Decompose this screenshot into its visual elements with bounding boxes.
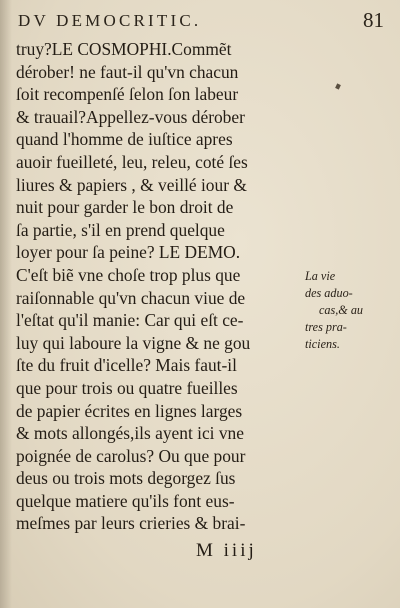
text-line: de papier écrites en lignes larges (16, 400, 243, 421)
text-line: dérober! ne faut-il qu'vn chacun (16, 61, 239, 82)
text-line: meſmes par leurs crieries & brai- (16, 513, 246, 534)
marginal-note-line: des aduo- (305, 286, 353, 300)
marginal-note-line: ticiens. (305, 337, 340, 351)
running-head (18, 8, 388, 34)
body-text (16, 38, 306, 535)
text-line: nuit pour garder le bon droit de (16, 197, 234, 218)
running-title: DV DEMOCRITIC. (18, 11, 202, 30)
text-line: quelque matiere qu'ils font eus- (16, 490, 235, 511)
text-line: luy qui laboure la vigne & ne gou (16, 332, 251, 353)
marginal-note (305, 268, 385, 353)
text-line: loyer pour ſa peine? LE DEMO. (16, 242, 241, 263)
page-number: 81 (363, 8, 384, 32)
text-line: truy?LE COSMOPHI.Commẽt (16, 39, 232, 59)
text-line: ſte du fruit d'icelle? Mais faut-il (16, 355, 237, 376)
marginal-note-line: cas,& au (319, 303, 364, 317)
text-line: poignée de carolus? Ou que pour (16, 445, 246, 466)
text-line: deus ou trois mots degorgez ſus (16, 468, 236, 489)
text-line: ſa partie, s'il en prend quelque (16, 219, 225, 240)
text-line: raiſonnable qu'vn chacun viue de (16, 287, 246, 308)
text-line: l'eſtat qu'il manie: Car qui eſt ce- (16, 310, 244, 331)
ink-speck (335, 83, 341, 89)
text-line: liures & papiers , & veillé iour & (16, 174, 247, 195)
page-gutter-shadow (0, 0, 12, 608)
text-line: ſoit recompenſé ſelon ſon labeur (16, 84, 239, 105)
text-line: C'eſt biẽ vne choſe trop plus que (16, 264, 241, 285)
text-line: & mots allongés,ils ayent ici vne (16, 423, 244, 444)
marginal-note-line: La vie (305, 269, 336, 283)
text-line: & trauail?Appellez-vous dérober (16, 106, 245, 127)
text-line: que pour trois ou quatre fueilles (16, 377, 238, 398)
text-line: auoir fueilleté, leu, releu, coté ſes (16, 151, 248, 172)
text-line: quand l'homme de iuſtice apres (16, 129, 233, 150)
signature-mark: M iiij (196, 540, 257, 561)
marginal-note-line: tres pra- (305, 320, 347, 334)
